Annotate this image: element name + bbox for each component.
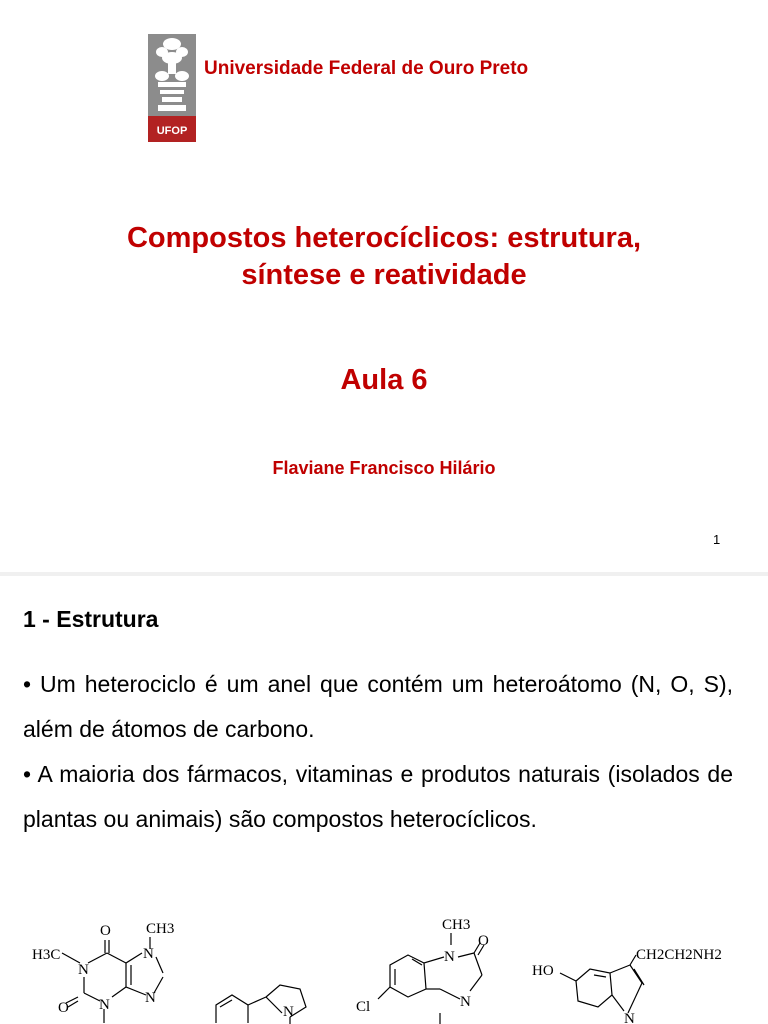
serotonin-ho-label: HO — [532, 963, 554, 979]
caffeine-n7-label: N — [143, 946, 154, 962]
caffeine-n9-label: N — [145, 990, 156, 1006]
author-name: Flaviane Francisco Hilário — [272, 458, 496, 478]
diazepam-cl-label: Cl — [356, 999, 371, 1015]
serotonin-side-chain-label: CH2CH2NH2 — [636, 947, 722, 963]
slide-divider — [0, 572, 768, 576]
caffeine-h3c-label: H3C — [32, 947, 61, 963]
diazepam-n1-label: N — [444, 949, 455, 965]
caffeine-ch3-label: CH3 — [146, 921, 175, 937]
caffeine-n3-label: N — [99, 997, 110, 1013]
bullet-paragraph-1 — [23, 662, 733, 752]
diazepam-structure — [378, 933, 484, 1024]
bullet-1: • — [23, 671, 32, 697]
lesson-label: Aula 6 — [340, 364, 428, 396]
caffeine-o-top-label: O — [100, 923, 111, 939]
serotonin-structure — [560, 955, 644, 1013]
slide-title — [0, 220, 768, 294]
diazepam-ch3-label: CH3 — [442, 917, 471, 933]
paragraph-1-text: Um heterociclo é um anel que contém um heteroátomo (N, O, S), além de átomos de carbono. — [23, 671, 733, 742]
bullet-paragraph-2 — [23, 752, 733, 842]
bullet-2: • — [23, 761, 32, 787]
title-line-1: Compostos heterocíclicos: estrutura, — [126, 222, 642, 254]
logo-text: UFOP — [156, 125, 188, 137]
ufop-logo — [148, 34, 196, 142]
serotonin-n-label: N — [624, 1011, 635, 1024]
paragraph-2-text: A maioria dos fármacos, vitaminas e produtos naturais (isolados de plantas ou animais) são compostos heterocíclicos. — [23, 761, 733, 832]
ufop-crest-icon — [148, 34, 196, 142]
section-title: 1 - Estrutura — [23, 606, 159, 632]
nicotine-n-label: N — [283, 1004, 294, 1020]
diazepam-n4-label: N — [460, 994, 471, 1010]
page-number: 1 — [713, 532, 721, 547]
diazepam-o-label: O — [478, 933, 489, 949]
caffeine-o-bottom-label: O — [58, 1000, 69, 1016]
university-name: Universidade Federal de Ouro Preto — [204, 58, 529, 79]
molecule-structures — [0, 905, 768, 1024]
caffeine-n1-label: N — [78, 962, 89, 978]
title-line-2: síntese e reatividade — [241, 259, 527, 291]
